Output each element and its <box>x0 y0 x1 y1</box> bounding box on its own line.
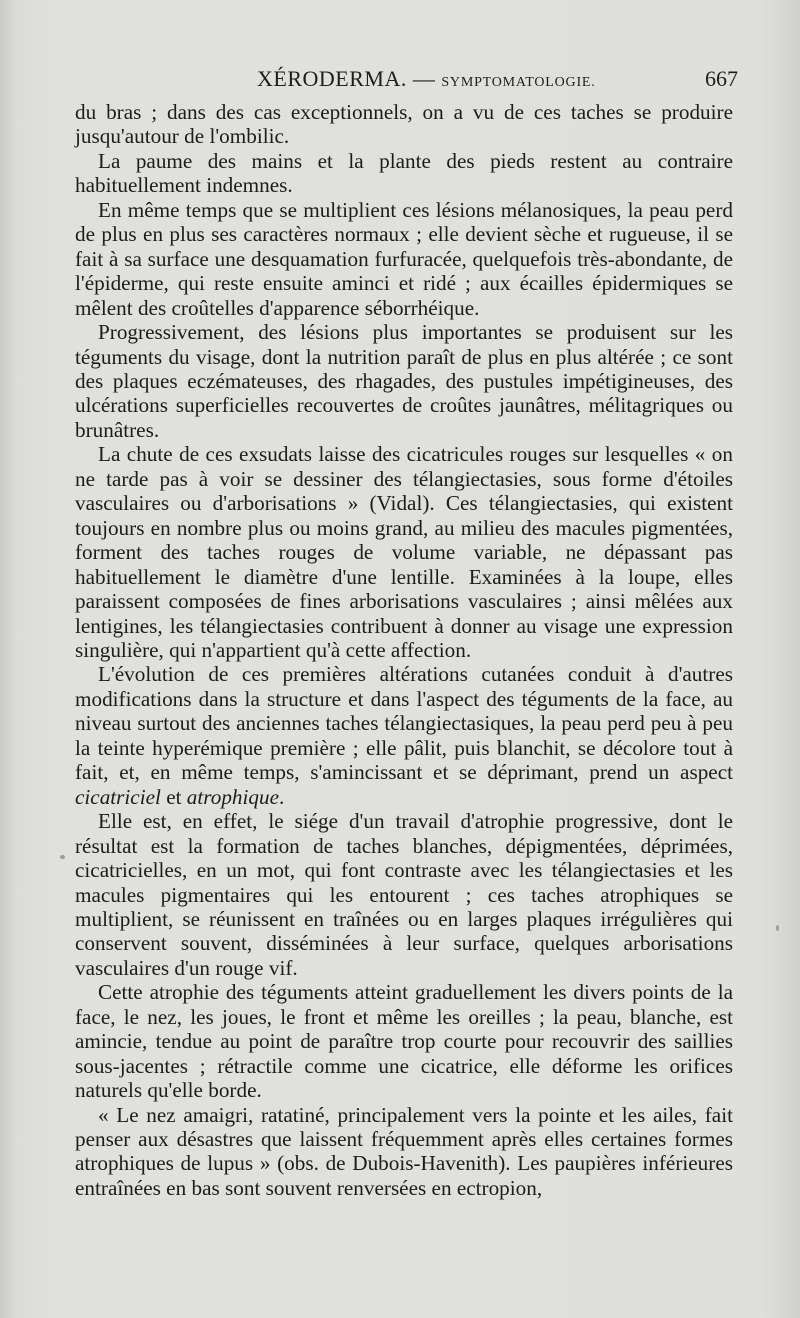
text-run: et <box>160 784 187 809</box>
paragraph: « Le nez amaigri, ratatiné, principalement vers la pointe et les ailes, fait penser aux désastres que laissent fréquemment après elles certaines formes atrophiques de lupus » (obs. de Dubois-Havenith). Les paupières inférieures entraînées en bas sont souvent renversées en ectropion, <box>75 1102 733 1200</box>
italic-term: atrophique <box>186 784 279 809</box>
paper-speck <box>776 925 779 931</box>
running-title-main: XÉRODERMA. — <box>257 66 442 91</box>
paragraph: Cette atrophie des téguments atteint graduellement les divers points de la face, le nez, les joues, le front et même les oreilles ; la peau, blanche, est amincie, tendue au point de paraître trop courte pour recouvrir des saillies sous-jacentes ; rétractile comme une cicatrice, elle déforme les orifices naturels qu'elle borde. <box>75 980 733 1103</box>
paragraph: La chute de ces exsudats laisse des cicatricules rouges sur lesquelles « on ne tarde pas à voir se dessiner des télangiectasies, sous forme d'étoiles vasculaires ou d'arborisations » (Vidal). Ces télangiectasies, qui existent toujours en nombre plus ou moins grand, au milieu des macules pigmentées, forment des taches rouges de volume variable, ne dépassant pas habituellement le diamètre d'une lentille. Examinées à la loupe, elles paraissent composées de fines arborisations vasculaires ; ainsi mêlées aux lentigines, les télangiectasies contribuent à donner au visage une expression singulière, qui n'appartient qu'à cette affection. <box>75 442 733 662</box>
paragraph: La paume des mains et la plante des pieds restent au contraire habituellement indemnes. <box>75 148 733 198</box>
paragraph <box>75 662 733 809</box>
body-text <box>75 100 733 1200</box>
running-title <box>257 66 596 92</box>
running-title-section: SYMPTOMATOLOGIE. <box>441 75 596 90</box>
text-run: . <box>278 784 285 809</box>
paragraph: En même temps que se multiplient ces lésions mélanosiques, la peau perd de plus en plus ses caractères normaux ; elle devient sèche et rugueuse, il se fait à sa surface une desquamation furfuracée, quelquefois très-abondante, de l'épiderme, qui reste ensuite aminci et ridé ; aux écailles épidermiques se mêlent des croûtelles d'apparence séborrhéique. <box>75 197 733 320</box>
paper-speck <box>60 855 65 859</box>
paragraph: du bras ; dans des cas exceptionnels, on a vu de ces taches se produire jusqu'autour de l'ombilic. <box>75 100 733 149</box>
paragraph: Progressivement, des lésions plus importantes se produisent sur les téguments du visage, dont la nutrition paraît de plus en plus altérée ; ce sont des plaques eczémateuses, des rhagades, des pustules impétigineuses, des ulcérations superficielles recouvertes de croûtes jaunâtres, mélitagriques ou brunâtres. <box>75 320 733 442</box>
italic-term: cicatriciel <box>75 784 161 809</box>
page-number: 667 <box>705 66 738 91</box>
page-header <box>75 66 738 96</box>
text-run: L'évolution de ces premières altérations cutanées conduit à d'autres modifications dans la structure et dans l'aspect des téguments de la face, au niveau surtout des anciennes taches télangiectasiques, la peau perd peu à peu la teinte hyperémique première ; elle pâlit, puis blanchit, se décolore tout à fait, et, en même temps, s'amincissant et se déprimant, prend un aspect <box>75 662 733 785</box>
paragraph: Elle est, en effet, le siége d'un travail d'atrophie progressive, dont le résultat est la formation de taches blanches, dépigmentées, déprimées, cicatricielles, en un mot, qui font contraste avec les télangiectasies et les macules pigmentaires qui les entourent ; ces taches atrophiques se multiplient, se réunissent en traînées ou en larges plaques irrégulières qui conservent souvent, disséminées à leur surface, quelques arborisations vasculaires d'un rouge vif. <box>75 809 733 980</box>
